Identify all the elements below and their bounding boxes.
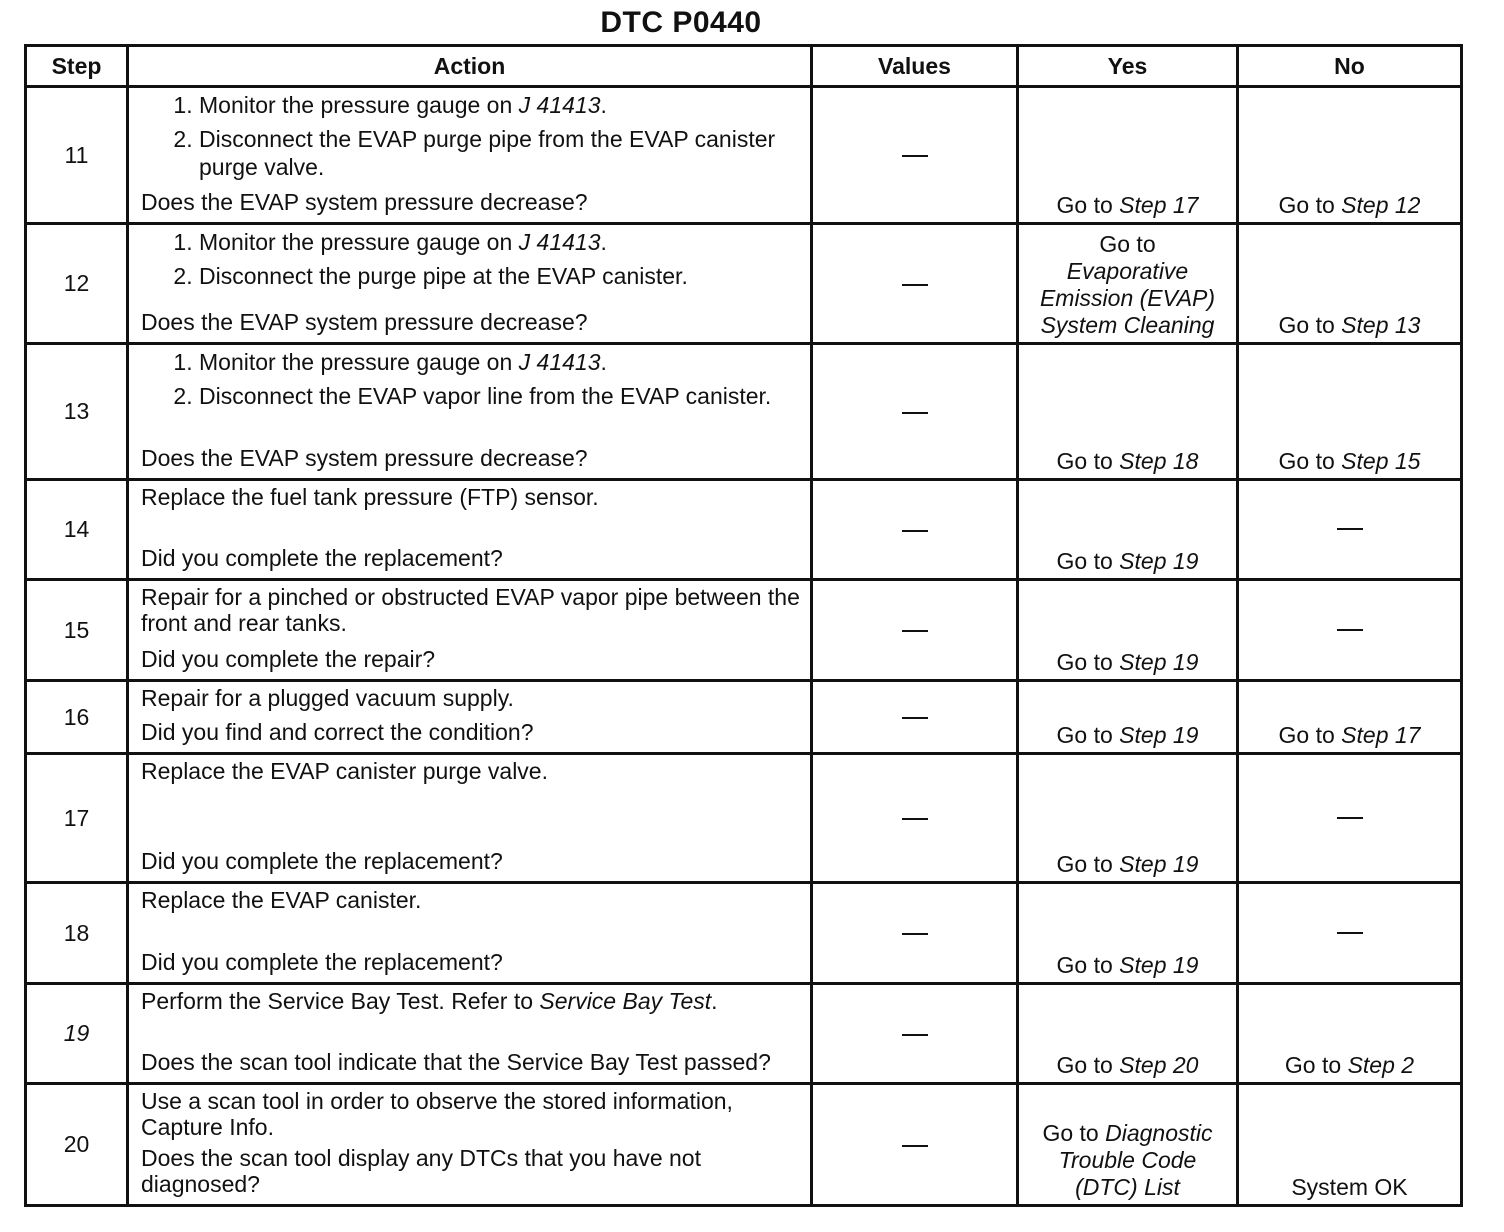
- text-segment: Go to: [1056, 192, 1120, 218]
- value-dash: [902, 630, 928, 632]
- table-row: [26, 224, 1462, 344]
- values-cell: [812, 580, 1018, 681]
- text-segment: .: [600, 349, 607, 375]
- value-dash: [902, 1034, 928, 1036]
- value-dash: [902, 530, 928, 532]
- text-segment: .: [600, 229, 607, 255]
- action-cell: [128, 224, 812, 344]
- no-cell: [1238, 984, 1462, 1084]
- step-number: 18: [26, 883, 128, 984]
- action-cell: [128, 580, 812, 681]
- text-segment: Monitor the pressure gauge on: [199, 349, 519, 375]
- header-action: Action: [128, 46, 812, 87]
- value-dash: [902, 933, 928, 935]
- reference-link: J 41413: [518, 349, 601, 375]
- action-content: [141, 225, 800, 339]
- question-text: Did you complete the replacement?: [141, 949, 503, 975]
- reference-link: Step 19: [1119, 649, 1199, 675]
- instruction-list: [141, 348, 800, 410]
- question-text: Does the EVAP system pressure decrease?: [141, 445, 588, 471]
- reference-link: Step 19: [1119, 722, 1199, 748]
- text-segment: Go to: [1056, 448, 1120, 474]
- step-number: 19: [26, 984, 128, 1084]
- reference-link: Step 17: [1341, 722, 1421, 748]
- yes-cell: [1018, 344, 1238, 480]
- instruction-item: [199, 262, 800, 290]
- no-cell: [1238, 224, 1462, 344]
- dtc-table: [24, 44, 1463, 1207]
- instruction-item: [199, 348, 800, 376]
- step-number: 14: [26, 480, 128, 580]
- yes-result: [1019, 952, 1236, 979]
- instruction-text: [141, 887, 800, 913]
- value-dash: [902, 1145, 928, 1147]
- header-step: Step: [26, 46, 128, 87]
- no-cell: [1238, 344, 1462, 480]
- value-dash: [902, 284, 928, 286]
- text-segment: Replace the EVAP canister.: [141, 887, 422, 913]
- yes-result: [1019, 548, 1236, 575]
- yes-result: [1019, 231, 1236, 339]
- yes-cell: [1018, 883, 1238, 984]
- table-row: [26, 754, 1462, 883]
- no-result: [1239, 192, 1460, 219]
- instruction-text: [141, 685, 800, 711]
- action-content: [141, 755, 800, 878]
- page-title: DTC P0440: [600, 6, 762, 39]
- yes-cell: [1018, 87, 1238, 224]
- text-segment: Go to: [1056, 1052, 1120, 1078]
- instruction-list: [141, 228, 800, 290]
- step-number: 20: [26, 1084, 128, 1206]
- text-segment: Go to: [1056, 722, 1120, 748]
- no-result: [1239, 1052, 1460, 1079]
- question-text: Did you complete the repair?: [141, 646, 436, 672]
- yes-result: [1019, 192, 1236, 219]
- action-cell: [128, 754, 812, 883]
- action-content: [141, 481, 800, 575]
- value-dash: [902, 412, 928, 414]
- action-cell: [128, 883, 812, 984]
- value-dash: [902, 818, 928, 820]
- values-cell: [812, 984, 1018, 1084]
- step-number: 11: [26, 87, 128, 224]
- value-dash: [902, 155, 928, 157]
- action-instructions: [141, 584, 800, 636]
- reference-link: Step 19: [1119, 548, 1199, 574]
- no-cell: [1238, 480, 1462, 580]
- text-segment: Go to: [1042, 1120, 1106, 1146]
- instruction-item: [199, 125, 800, 181]
- values-cell: [812, 681, 1018, 754]
- action-instructions: [141, 758, 800, 784]
- yes-result: [1019, 448, 1236, 475]
- text-segment: Monitor the pressure gauge on: [199, 229, 519, 255]
- no-result: [1239, 1174, 1460, 1201]
- instruction-item: [199, 91, 800, 119]
- action-instructions: [141, 348, 800, 416]
- header-values: Values: [812, 46, 1018, 87]
- action-cell: [128, 681, 812, 754]
- text-segment: Disconnect the EVAP purge pipe from the EVAP canister purge valve.: [199, 126, 776, 180]
- header-no: No: [1238, 46, 1462, 87]
- table-row: [26, 480, 1462, 580]
- table-row: [26, 87, 1462, 224]
- question-text: Does the EVAP system pressure decrease?: [141, 309, 588, 335]
- table-row: [26, 883, 1462, 984]
- action-cell: [128, 1084, 812, 1206]
- action-instructions: [141, 91, 800, 187]
- yes-cell: [1018, 681, 1238, 754]
- reference-link: J 41413: [518, 92, 601, 118]
- reference-link: Step 20: [1119, 1052, 1199, 1078]
- no-cell: [1238, 1084, 1462, 1206]
- no-result: [1239, 722, 1460, 749]
- no-result: [1239, 312, 1460, 339]
- text-segment: Go to: [1099, 231, 1156, 257]
- text-segment: System OK: [1291, 1174, 1408, 1200]
- no-cell: [1238, 87, 1462, 224]
- yes-result: [1019, 1052, 1236, 1079]
- reference-link: Step 15: [1341, 448, 1421, 474]
- action-cell: [128, 480, 812, 580]
- action-cell: [128, 344, 812, 480]
- action-cell: [128, 87, 812, 224]
- reference-link: J 41413: [518, 229, 601, 255]
- text-segment: Go to: [1278, 722, 1342, 748]
- text-segment: Repair for a pinched or obstructed EVAP vapor pipe between the front and rear tanks.: [141, 584, 800, 636]
- question-text: Did you complete the replacement?: [141, 545, 503, 571]
- reference-link: Service Bay Test: [539, 988, 712, 1014]
- values-cell: [812, 87, 1018, 224]
- no-cell: [1238, 580, 1462, 681]
- instruction-item: [199, 382, 800, 410]
- text-segment: Go to: [1056, 548, 1120, 574]
- text-segment: Go to: [1278, 192, 1342, 218]
- yes-cell: [1018, 224, 1238, 344]
- instruction-text: [141, 484, 800, 510]
- action-cell: [128, 984, 812, 1084]
- text-segment: Go to: [1056, 851, 1120, 877]
- action-content: [141, 682, 800, 749]
- instruction-text: [141, 584, 800, 636]
- action-instructions: [141, 887, 800, 913]
- action-instructions: [141, 484, 800, 510]
- values-cell: [812, 344, 1018, 480]
- yes-cell: [1018, 984, 1238, 1084]
- text-segment: Disconnect the purge pipe at the EVAP canister.: [199, 263, 688, 289]
- question-text: Did you complete the replacement?: [141, 848, 503, 874]
- yes-result: [1019, 851, 1236, 878]
- text-segment: Go to: [1056, 649, 1120, 675]
- instruction-text: [141, 988, 800, 1014]
- action-content: [141, 1085, 800, 1201]
- no-result: [1239, 448, 1460, 475]
- text-segment: Monitor the pressure gauge on: [199, 92, 519, 118]
- text-segment: .: [711, 988, 718, 1014]
- question-text: Did you find and correct the condition?: [141, 719, 534, 745]
- question-text: Does the scan tool display any DTCs that you have not diagnosed?: [141, 1145, 701, 1197]
- reference-link: Step 13: [1341, 312, 1421, 338]
- values-cell: [812, 754, 1018, 883]
- text-segment: Go to: [1278, 448, 1342, 474]
- no-cell: [1238, 681, 1462, 754]
- question-text: Does the EVAP system pressure decrease?: [141, 189, 588, 215]
- header-yes: Yes: [1018, 46, 1238, 87]
- step-number: 16: [26, 681, 128, 754]
- instruction-text: [141, 758, 800, 784]
- text-segment: Go to: [1284, 1052, 1348, 1078]
- action-content: [141, 985, 800, 1079]
- reference-link: Step 2: [1347, 1052, 1415, 1078]
- action-content: [141, 884, 800, 979]
- text-segment: Go to: [1278, 312, 1342, 338]
- reference-link: Step 19: [1119, 952, 1199, 978]
- value-dash: [902, 717, 928, 719]
- no-dash: [1337, 528, 1363, 530]
- no-cell: [1238, 883, 1462, 984]
- action-instructions: [141, 988, 800, 1014]
- reference-link: Step 12: [1341, 192, 1421, 218]
- reference-link: Step 17: [1119, 192, 1199, 218]
- no-dash: [1337, 932, 1363, 934]
- step-number: 12: [26, 224, 128, 344]
- values-cell: [812, 224, 1018, 344]
- action-content: [141, 581, 800, 676]
- yes-result: [1019, 722, 1236, 749]
- table-row: [26, 580, 1462, 681]
- yes-cell: [1018, 480, 1238, 580]
- reference-link: Evaporative Emission (EVAP) System Cleaning: [1039, 258, 1216, 338]
- instruction-list: [141, 91, 800, 181]
- text-segment: Perform the Service Bay Test. Refer to: [141, 988, 540, 1014]
- values-cell: [812, 883, 1018, 984]
- yes-result: [1019, 649, 1236, 676]
- values-cell: [812, 1084, 1018, 1206]
- no-cell: [1238, 754, 1462, 883]
- step-number: 15: [26, 580, 128, 681]
- text-segment: Repair for a plugged vacuum supply.: [141, 685, 514, 711]
- action-content: [141, 88, 800, 219]
- text-segment: Use a scan tool in order to observe the stored information, Capture Info.: [141, 1088, 733, 1140]
- action-content: [141, 345, 800, 475]
- action-instructions: [141, 1088, 800, 1140]
- yes-cell: [1018, 1084, 1238, 1206]
- text-segment: Go to: [1056, 952, 1120, 978]
- step-number: 17: [26, 754, 128, 883]
- reference-link: Step 19: [1119, 851, 1199, 877]
- header-row: [26, 46, 1462, 87]
- instruction-item: [199, 228, 800, 256]
- yes-result: [1019, 1120, 1236, 1201]
- yes-cell: [1018, 754, 1238, 883]
- table-row: [26, 984, 1462, 1084]
- table-row: [26, 681, 1462, 754]
- values-cell: [812, 480, 1018, 580]
- table-row: [26, 1084, 1462, 1206]
- step-number: 13: [26, 344, 128, 480]
- reference-link: Diagnostic Trouble Code (DTC) List: [1058, 1120, 1213, 1200]
- action-instructions: [141, 685, 800, 711]
- instruction-text: [141, 1088, 800, 1140]
- no-dash: [1337, 629, 1363, 631]
- text-segment: .: [600, 92, 607, 118]
- text-segment: Disconnect the EVAP vapor line from the EVAP canister.: [199, 383, 772, 409]
- action-instructions: [141, 228, 800, 296]
- reference-link: Step 18: [1119, 448, 1199, 474]
- text-segment: Replace the fuel tank pressure (FTP) sensor.: [141, 484, 599, 510]
- table-row: [26, 344, 1462, 480]
- text-segment: Replace the EVAP canister purge valve.: [141, 758, 548, 784]
- yes-cell: [1018, 580, 1238, 681]
- no-dash: [1337, 817, 1363, 819]
- question-text: Does the scan tool indicate that the Service Bay Test passed?: [141, 1049, 771, 1075]
